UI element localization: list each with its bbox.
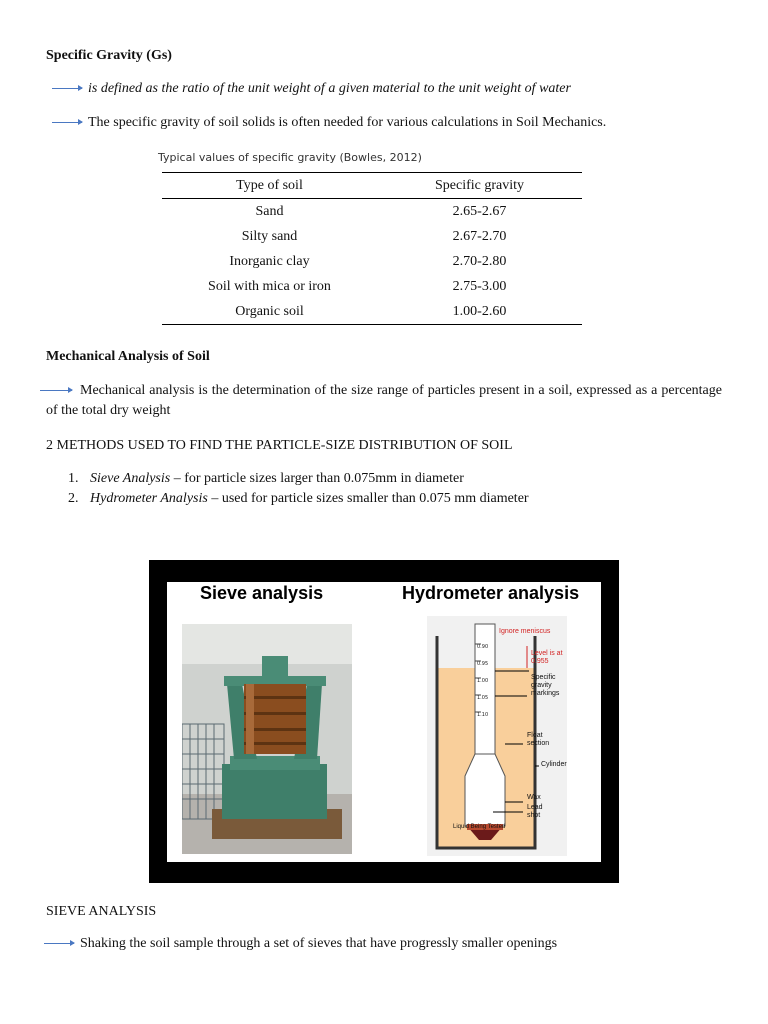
- definition-text: is defined as the ratio of the unit weight of a given material to the unit weight of water: [88, 81, 571, 96]
- method-desc: – used for particle sizes smaller than 0.075 mm diameter: [207, 491, 529, 506]
- note-text: The specific gravity of soil solids is often needed for various calculations in Soil Mechanics.: [88, 115, 607, 130]
- scale-tick-label: 0.90: [477, 644, 489, 650]
- specific-gravity-table: [162, 172, 582, 325]
- note-line: [52, 113, 606, 133]
- figure-panel: [167, 582, 601, 862]
- scale-tick-label: 1.10: [477, 712, 489, 718]
- table-header-cell: Specific gravity: [434, 177, 525, 193]
- table-cell: Inorganic clay: [229, 253, 310, 269]
- figure-title-hydrometer: Hydrometer analysis: [402, 583, 580, 603]
- table-cell: 1.00-2.60: [452, 303, 507, 319]
- sieve-line: [44, 934, 557, 954]
- table-cell: 2.75-3.00: [452, 278, 507, 294]
- sieve-shaker-image: [182, 624, 352, 854]
- section-heading-mechanical: Mechanical Analysis of Soil: [46, 349, 210, 364]
- table-cell: 2.65-2.67: [452, 203, 507, 219]
- hydrometer-scale: [477, 639, 488, 724]
- label-wax: Wax: [527, 794, 541, 801]
- arrow-icon: [52, 122, 82, 123]
- analysis-figure: [149, 560, 619, 883]
- label-level: Level is at 0.955: [531, 650, 563, 665]
- table-header-row: [162, 173, 582, 199]
- list-number: 2.: [68, 491, 79, 506]
- table-cell: Silty sand: [241, 228, 298, 244]
- label-float-section: Float section: [527, 732, 550, 747]
- table-row: [162, 199, 582, 225]
- section-heading-sieve: SIEVE ANALYSIS: [46, 904, 157, 919]
- table-row: [162, 224, 582, 249]
- list-item: [68, 489, 529, 509]
- mechanical-paragraph: [46, 381, 722, 421]
- scale-tick-label: 0.95: [477, 661, 489, 667]
- table-cell: 2.70-2.80: [452, 253, 507, 269]
- table-row: [162, 299, 582, 325]
- definition-line: [52, 79, 571, 99]
- list-number: 1.: [68, 471, 79, 486]
- sieve-text: Shaking the soil sample through a set of sieves that have progressly smaller openings: [80, 936, 558, 951]
- table-cell: Sand: [255, 203, 284, 219]
- list-item: [68, 469, 529, 489]
- method-name: Sieve Analysis: [90, 471, 171, 486]
- label-lead-shot: Lead shot: [527, 804, 543, 819]
- scale-tick-label: 1.00: [477, 678, 489, 684]
- arrow-icon: [44, 943, 74, 944]
- scale-tick-label: 1.05: [477, 695, 489, 701]
- label-sg-markings: Specific gravity markings: [531, 674, 560, 697]
- table-header-cell: Type of soil: [236, 177, 303, 193]
- label-cylinder: Cylinder: [541, 761, 567, 768]
- arrow-icon: [52, 88, 82, 89]
- table-row: [162, 249, 582, 274]
- method-desc: – for particle sizes larger than 0.075mm in diameter: [170, 471, 464, 486]
- methods-heading: 2 METHODS USED TO FIND THE PARTICLE-SIZE DISTRIBUTION OF SOIL: [46, 438, 513, 453]
- table-cell: Soil with mica or iron: [208, 278, 331, 294]
- table-caption: Typical values of specific gravity (Bowles, 2012): [158, 151, 422, 164]
- method-name: Hydrometer Analysis: [90, 491, 208, 506]
- section-heading-specific-gravity: Specific Gravity (Gs): [46, 48, 172, 63]
- label-liquid: Liquid Being Tested: [453, 824, 506, 830]
- table-cell: 2.67-2.70: [452, 228, 507, 244]
- methods-list: [68, 469, 529, 509]
- table-cell: Organic soil: [235, 303, 304, 319]
- figure-title-sieve: Sieve analysis: [200, 583, 324, 603]
- label-ignore-meniscus: Ignore meniscus: [499, 628, 551, 635]
- arrow-icon: [40, 390, 72, 391]
- mechanical-paragraph-text: Mechanical analysis is the determination of the size range of particles present in a soil, expressed as a percentage of the total dry weight: [46, 383, 722, 418]
- table-row: [162, 274, 582, 299]
